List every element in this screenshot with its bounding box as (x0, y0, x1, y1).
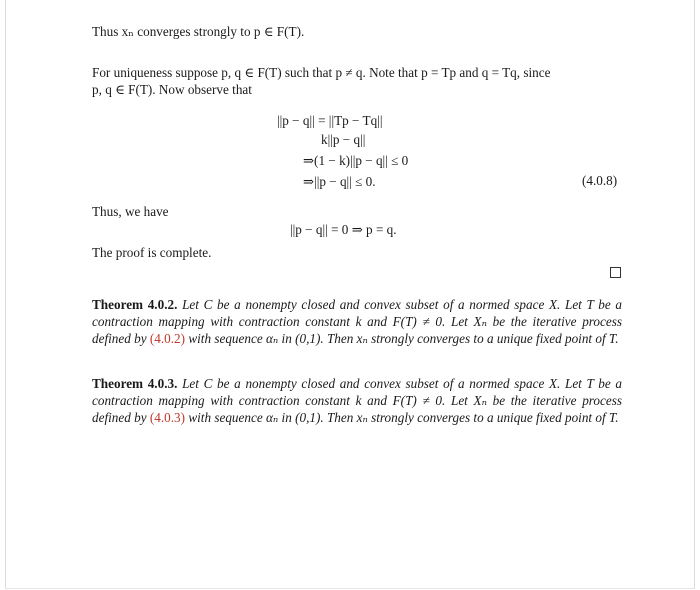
convergence-line: Thus xₙ converges strongly to p ∈ F(T). (92, 24, 305, 39)
proof-complete: The proof is complete. (92, 245, 212, 260)
theorem-label: Theorem 4.0.3. (92, 376, 178, 391)
uniqueness-paragraph (92, 64, 622, 98)
equation-line-1: ||p − q|| = ||Tp − Tq|| (277, 113, 383, 128)
uniqueness-line-2: p, q ∈ F(T). Now observe that (92, 82, 252, 97)
qed-box-icon (610, 267, 621, 278)
equation-line-4: ⇒||p − q|| ≤ 0. (303, 174, 376, 189)
equation-number: (4.0.8) (582, 173, 618, 188)
theorem-body-post: with sequence αₙ in (0,1). Then xₙ strongly converges to a unique fixed point of T. (185, 331, 619, 346)
theorem-body-post: with sequence αₙ in (0,1). Then xₙ strongly converges to a unique fixed point of T. (185, 410, 619, 425)
equation-reference-link[interactable]: (4.0.2) (149, 331, 186, 346)
theorem-label: Theorem 4.0.2. (92, 297, 178, 312)
thus-we-have: Thus, we have (92, 204, 169, 219)
theorem-body-pre: Let C be a nonempty closed and convex subset of a normed space X. Let T be a contraction mapping with contraction constant k and F(T) ≠ 0. Let Xₙ be the iterative process defined by (92, 376, 623, 425)
equation-conclusion: ||p − q|| = 0 ⇒ p = q. (290, 222, 397, 237)
equation-line-3: ⇒(1 − k)||p − q|| ≤ 0 (303, 153, 409, 168)
equation-line-2: k||p − q|| (321, 132, 366, 147)
uniqueness-line-1: For uniqueness suppose p, q ∈ F(T) such that p ≠ q. Note that p = Tp and q = Tq, since (92, 65, 551, 80)
theorem-4-0-3 (92, 375, 622, 426)
theorem-body-pre: Let C be a nonempty closed and convex subset of a normed space X. Let T be a contraction mapping with contraction constant k and F(T) ≠ 0. Let Xₙ be the iterative process defined by (92, 297, 623, 346)
theorem-4-0-2 (92, 296, 622, 347)
equation-reference-link[interactable]: (4.0.3) (149, 410, 186, 425)
